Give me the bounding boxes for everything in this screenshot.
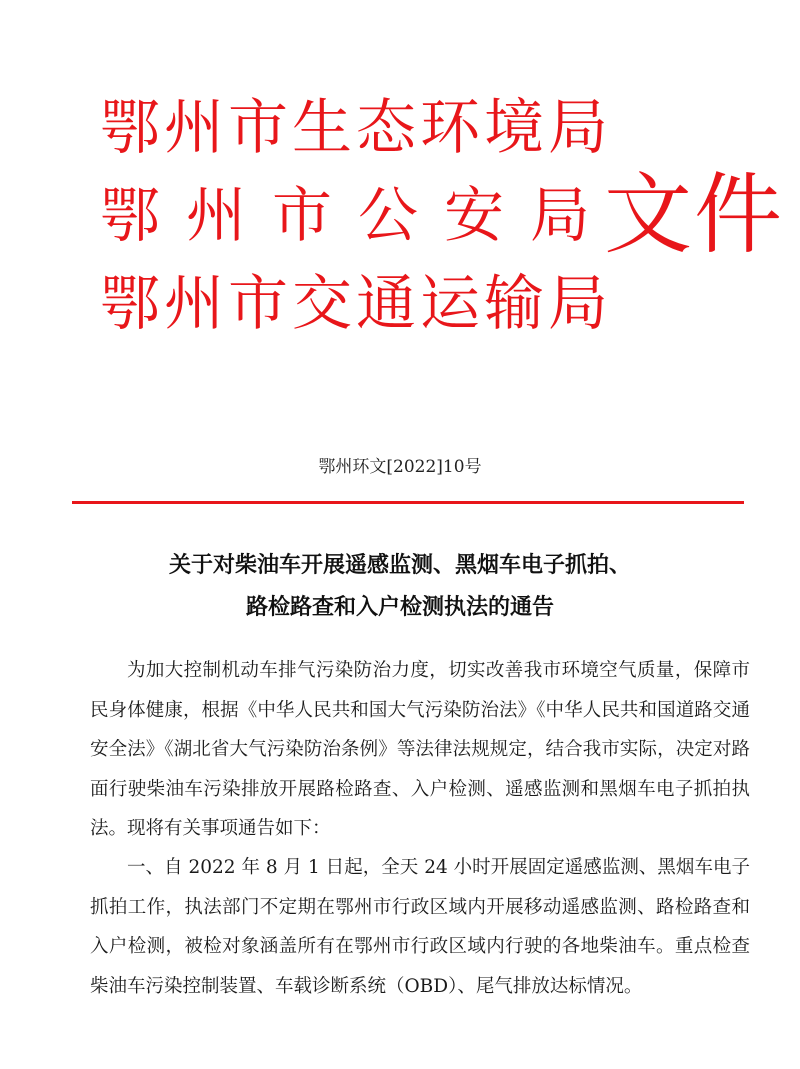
document-number: 鄂州环文[2022]10号 bbox=[318, 457, 482, 477]
document-title bbox=[0, 545, 800, 629]
document-title-line-1: 关于对柴油车开展遥感监测、黑烟车电子抓拍、 bbox=[168, 553, 631, 578]
body-paragraph-item-1 bbox=[90, 848, 750, 1006]
paragraph-text: 为加大控制机动车排气污染防治力度，切实改善我市环境空气质量，保障市民身体健康，根据《中华人民共和国大气污染防治法》《中华人民共和国道路交通安全法》《湖北省大气污染防治条例》等法律法规规定，结合我市实际，决定对路面行驶柴油车污染排放开展路检路查、入户检测、遥感监测和黑烟车电子抓拍执法。现将有关事项通告如下： bbox=[90, 660, 750, 839]
document-title-line-2: 路检路查和入户检测执法的通告 bbox=[245, 595, 554, 620]
paragraph-text: 一、自 2022 年 8 月 1 日起，全天 24 小时开展固定遥感监测、黑烟车电子抓拍工作，执法部门不定期在鄂州市行政区域内开展移动遥感监测、路检路查和入户检测，被检对象涵盖所有在鄂州市行政区域内行驶的各地柴油车。重点检查柴油车污染控制装置、车载诊断系统（OBD）、尾气排放达标情况。 bbox=[90, 857, 750, 997]
issuer-transport-bureau: 鄂州市交通运输局 bbox=[100, 269, 612, 339]
header-file-word: 文件 bbox=[604, 163, 785, 266]
red-divider-line bbox=[72, 501, 744, 504]
issuer-ecology-bureau: 鄂州市生态环境局 bbox=[100, 93, 612, 163]
body-paragraph-intro bbox=[90, 651, 750, 849]
issuer-public-security-bureau: 鄂州市公安局 bbox=[100, 181, 616, 251]
